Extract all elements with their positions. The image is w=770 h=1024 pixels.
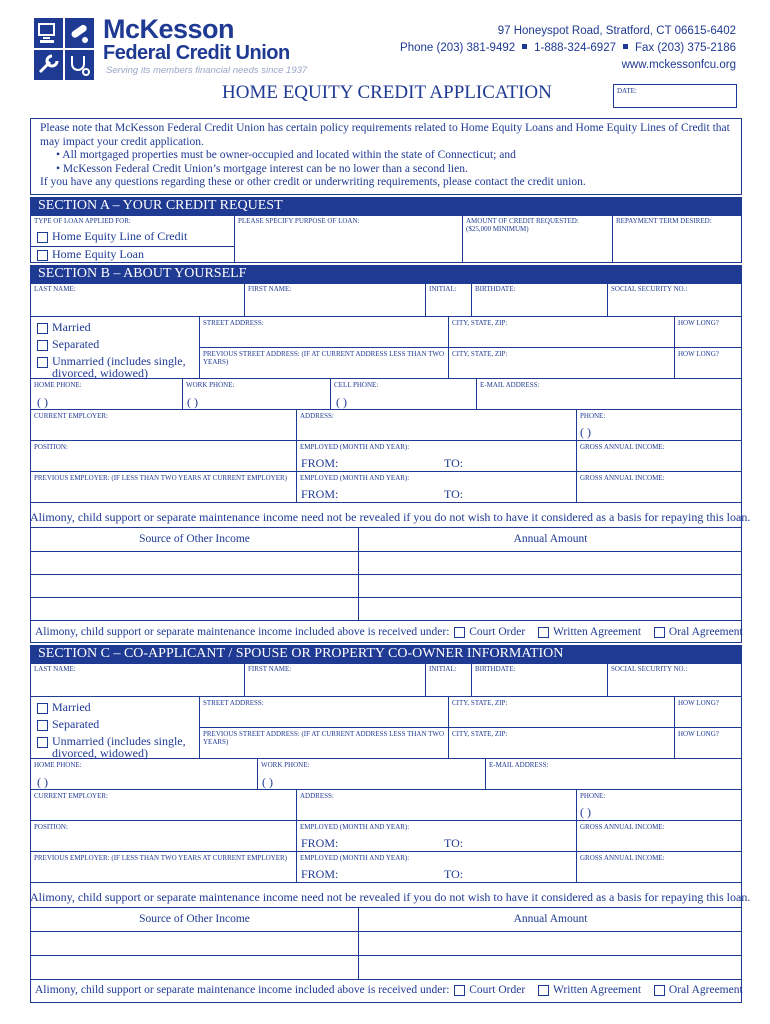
area-code-paren: ( ) — [336, 395, 347, 409]
co-birthdate-field[interactable] — [471, 663, 607, 696]
written-agreement-checkbox[interactable] — [538, 627, 549, 638]
co-initial-field[interactable] — [425, 663, 471, 696]
field-label: CURRENT EMPLOYER: — [34, 412, 108, 420]
field-label: HOW LONG? — [678, 699, 719, 707]
field-label: BIRTHDATE: — [475, 665, 516, 673]
to-label: TO: — [444, 836, 464, 850]
hel-option[interactable] — [37, 247, 144, 262]
previous-how-long-field[interactable] — [674, 347, 742, 378]
option-label: Home Equity Line of Credit — [52, 229, 188, 243]
checkbox[interactable] — [37, 340, 48, 351]
co-married-option[interactable] — [37, 700, 91, 715]
previous-gross-income-field[interactable] — [576, 471, 742, 502]
from-label: FROM: — [301, 836, 339, 850]
pills-icon — [65, 18, 94, 48]
co-email-field[interactable] — [485, 758, 742, 789]
field-label: EMPLOYED (MONTH AND YEAR): — [300, 474, 410, 482]
separator — [522, 44, 527, 49]
field-label: EMPLOYED (MONTH AND YEAR): — [300, 854, 410, 862]
other-income-amount-row[interactable] — [358, 551, 742, 574]
area-code-paren: ( ) — [37, 775, 48, 789]
email-field[interactable] — [476, 378, 742, 409]
separator — [623, 44, 628, 49]
field-label: CITY, STATE, ZIP: — [452, 699, 508, 707]
from-label: FROM: — [301, 487, 339, 501]
co-previous-how-long-field[interactable] — [674, 727, 742, 758]
field-label: CURRENT EMPLOYER: — [34, 792, 108, 800]
option-label: Unmarried (includes single, — [52, 354, 186, 368]
contact-line — [400, 42, 736, 54]
city-state-zip-field[interactable] — [448, 316, 674, 347]
field-label: STREET ADDRESS: — [203, 319, 264, 327]
checkbox[interactable] — [37, 720, 48, 731]
option-label: Oral Agreement — [668, 984, 743, 996]
field-label: HOW LONG? — [678, 350, 719, 358]
annual-amount-header — [358, 527, 742, 551]
fax: Fax (203) 375-2186 — [634, 42, 736, 54]
current-employer-field[interactable] — [30, 409, 296, 440]
co-oral-agreement-checkbox[interactable] — [654, 985, 665, 996]
last-name-field[interactable] — [30, 283, 244, 316]
co-position-field[interactable] — [30, 820, 296, 851]
repayment-term-field[interactable] — [612, 215, 742, 263]
co-other-income-source-row[interactable] — [30, 931, 358, 955]
received-under-row — [35, 626, 743, 638]
tagline: Serving its members financial needs since 1937 — [106, 65, 308, 76]
notice-bullet: • All mortgaged properties must be owner-occupied and located within the state of Connecticut; and — [56, 149, 516, 161]
initial-field[interactable] — [425, 283, 471, 316]
co-first-name-field[interactable] — [244, 663, 425, 696]
source-income-header — [30, 527, 358, 551]
divider — [30, 620, 742, 621]
field-label: GROSS ANNUAL INCOME: — [580, 443, 665, 451]
field-label: WORK PHONE: — [261, 761, 310, 769]
field-label: HOW LONG? — [678, 730, 719, 738]
co-home-phone-field[interactable] — [30, 758, 257, 789]
divider — [30, 502, 742, 503]
option-label: Oral Agreement — [668, 626, 743, 638]
co-street-address-field[interactable] — [199, 696, 448, 727]
field-label: PREVIOUS EMPLOYER: (IF LESS THAN TWO YEARS AT CURRENT EMPLOYER) — [34, 854, 287, 862]
field-label: SOCIAL SECURITY NO.: — [611, 285, 688, 293]
field-label: GROSS ANNUAL INCOME: — [580, 474, 665, 482]
date-field[interactable] — [613, 84, 737, 108]
area-code-paren: ( ) — [580, 805, 591, 819]
court-order-checkbox[interactable] — [454, 627, 465, 638]
divider — [30, 882, 742, 883]
oral-agreement-checkbox[interactable] — [654, 627, 665, 638]
other-income-source-row[interactable] — [30, 597, 358, 620]
area-code-paren: ( ) — [187, 395, 198, 409]
co-current-employer-field[interactable] — [30, 789, 296, 820]
heloc-option[interactable] — [37, 229, 187, 244]
field-label: PHONE: — [580, 412, 606, 420]
field-label: FIRST NAME: — [248, 285, 292, 293]
ssn-field[interactable] — [607, 283, 742, 316]
other-income-amount-row[interactable] — [358, 574, 742, 597]
field-label: AMOUNT OF CREDIT REQUESTED: — [466, 217, 579, 225]
co-unmarried-option-cont: divorced, widowed) — [52, 746, 148, 760]
field-label: REPAYMENT TERM DESIRED: — [616, 217, 712, 225]
option-label: Separated — [52, 337, 100, 351]
field-label: PREVIOUS STREET ADDRESS: (IF AT CURRENT ADDRESS LESS THAN TWO YEARS) — [203, 350, 445, 366]
field-label: GROSS ANNUAL INCOME: — [580, 854, 665, 862]
toll-free: 1-888-324-6927 — [534, 42, 616, 54]
field-label: POSITION: — [34, 823, 68, 831]
co-employer-phone-field[interactable] — [576, 789, 742, 820]
previous-address-field[interactable] — [199, 347, 448, 378]
position-field[interactable] — [30, 440, 296, 471]
previous-city-field[interactable] — [448, 347, 674, 378]
logo — [34, 18, 94, 80]
field-label: HOW LONG? — [678, 319, 719, 327]
option-label: Court Order — [469, 984, 526, 996]
co-previous-gross-income-field[interactable] — [576, 851, 742, 882]
co-last-name-field[interactable] — [30, 663, 244, 696]
field-label: POSITION: — [34, 443, 68, 451]
field-label: CITY, STATE, ZIP: — [452, 730, 508, 738]
field-label: ADDRESS: — [300, 412, 334, 420]
field-label: EMPLOYED (MONTH AND YEAR): — [300, 443, 410, 451]
to-label: TO: — [444, 867, 464, 881]
field-label: HOME PHONE: — [34, 761, 82, 769]
section-b-header: SECTION B – ABOUT YOURSELF — [30, 265, 742, 283]
website-link[interactable]: www.mckessonfcu.org — [621, 59, 736, 71]
field-label: E-MAIL ADDRESS: — [480, 381, 540, 389]
received-under-label: Alimony, child support or separate maintenance income included above is received under: — [35, 626, 450, 638]
brand-name: McKesson — [103, 14, 235, 44]
option-label: Separated — [52, 717, 100, 731]
field-label: PLEASE SPECIFY PURPOSE OF LOAN: — [238, 217, 360, 225]
field-label: SOCIAL SECURITY NO.: — [611, 665, 688, 673]
stethoscope-icon — [65, 50, 94, 80]
co-previous-city-field[interactable] — [448, 727, 674, 758]
co-court-order-checkbox[interactable] — [454, 985, 465, 996]
gross-income-field[interactable] — [576, 440, 742, 471]
brand-subtitle: Federal Credit Union — [103, 42, 290, 64]
checkbox[interactable] — [37, 737, 48, 748]
co-other-income-source-row[interactable] — [30, 955, 358, 979]
notice-text: If you have any questions regarding these or other credit or underwriting requirements, please contact the credit union. — [40, 176, 586, 188]
previous-employer-field[interactable] — [30, 471, 296, 502]
field-label: INITIAL: — [429, 665, 457, 673]
co-other-income-amount-row[interactable] — [358, 931, 742, 955]
to-label: TO: — [444, 456, 464, 470]
field-label: PREVIOUS EMPLOYER: (IF LESS THAN TWO YEARS AT CURRENT EMPLOYER) — [34, 474, 287, 482]
field-label: LAST NAME: — [34, 285, 76, 293]
co-written-agreement-checkbox[interactable] — [538, 985, 549, 996]
form-title: HOME EQUITY CREDIT APPLICATION — [222, 82, 552, 103]
co-previous-employer-field[interactable] — [30, 851, 296, 882]
employer-phone-field[interactable] — [576, 409, 742, 440]
co-work-phone-field[interactable] — [257, 758, 485, 789]
street-address-field[interactable] — [199, 316, 448, 347]
co-gross-income-field[interactable] — [576, 820, 742, 851]
wrench-icon — [34, 50, 63, 80]
option-label: Written Agreement — [553, 984, 642, 996]
date-label: DATE: — [617, 87, 637, 95]
field-label: ADDRESS: — [300, 792, 334, 800]
column-header: Source of Other Income — [139, 913, 250, 925]
phone: Phone (203) 381-9492 — [400, 42, 516, 54]
separated-option[interactable] — [37, 337, 99, 352]
field-label: STREET ADDRESS: — [203, 699, 264, 707]
co-employer-address-field[interactable] — [296, 789, 576, 820]
home-phone-field[interactable] — [30, 378, 182, 409]
option-label: Married — [52, 700, 91, 714]
co-annual-amount-header — [358, 907, 742, 931]
checkbox[interactable] — [37, 323, 48, 334]
co-received-under-row — [35, 984, 743, 996]
field-label: TYPE OF LOAN APPLIED FOR: — [34, 217, 131, 225]
other-income-source-row[interactable] — [30, 551, 358, 574]
co-other-income-amount-row[interactable] — [358, 955, 742, 979]
field-label: EMPLOYED (MONTH AND YEAR): — [300, 823, 410, 831]
other-income-source-row[interactable] — [30, 574, 358, 597]
co-previous-address-field[interactable] — [199, 727, 448, 758]
from-label: FROM: — [301, 456, 339, 470]
how-long-field[interactable] — [674, 316, 742, 347]
address-line: 97 Honeyspot Road, Stratford, CT 06615-6402 — [497, 25, 736, 37]
co-alimony-note: Alimony, child support or separate maintenance income need not be revealed if you do not wish to have it considered as a basis for repaying this loan. — [30, 890, 751, 904]
area-code-paren: ( ) — [37, 395, 48, 409]
field-label: BIRTHDATE: — [475, 285, 516, 293]
field-label: WORK PHONE: — [186, 381, 235, 389]
area-code-paren: ( ) — [262, 775, 273, 789]
cell-phone-field[interactable] — [330, 378, 476, 409]
credit-amount-field[interactable] — [462, 215, 612, 263]
option-label: Written Agreement — [553, 626, 642, 638]
option-label: Married — [52, 320, 91, 334]
alimony-note: Alimony, child support or separate maintenance income need not be revealed if you do not wish to have it considered as a basis for repaying this loan. — [30, 510, 751, 524]
checkbox[interactable] — [37, 357, 48, 368]
section-c-header: SECTION C – CO-APPLICANT / SPOUSE OR PROPERTY CO-OWNER INFORMATION — [30, 645, 742, 663]
to-label: TO: — [444, 487, 464, 501]
policy-notice — [30, 118, 742, 195]
first-name-field[interactable] — [244, 283, 425, 316]
work-phone-field[interactable] — [182, 378, 330, 409]
column-header: Source of Other Income — [139, 533, 250, 545]
field-label: CITY, STATE, ZIP: — [452, 319, 508, 327]
option-label: Unmarried (includes single, — [52, 734, 186, 748]
married-option[interactable] — [37, 320, 91, 335]
field-label: CELL PHONE: — [334, 381, 379, 389]
co-source-income-header — [30, 907, 358, 931]
notice-bullet: • McKesson Federal Credit Union’s mortgage interest can be no lower than a second lien. — [56, 162, 468, 175]
unmarried-option-cont: divorced, widowed) — [52, 366, 148, 380]
co-how-long-field[interactable] — [674, 696, 742, 727]
field-note: ($25,000 MINIMUM) — [466, 225, 529, 233]
employer-address-field[interactable] — [296, 409, 576, 440]
field-label: PHONE: — [580, 792, 606, 800]
notice-text: Please note that McKesson Federal Credit Union has certain policy requirements related to Home Equity Loans and Home Equity Lines of Credit that may impact your credit application. — [40, 122, 730, 148]
checkbox[interactable] — [37, 703, 48, 714]
co-ssn-field[interactable] — [607, 663, 742, 696]
field-label: INITIAL: — [429, 285, 457, 293]
column-header: Annual Amount — [513, 913, 588, 925]
divider — [30, 979, 742, 980]
loan-purpose-field[interactable] — [234, 215, 462, 263]
column-header: Annual Amount — [513, 533, 588, 545]
field-label: PREVIOUS STREET ADDRESS: (IF AT CURRENT ADDRESS LESS THAN TWO YEARS) — [203, 730, 445, 746]
checkbox[interactable] — [37, 250, 48, 261]
checkbox[interactable] — [37, 232, 48, 243]
field-label: CITY, STATE, ZIP: — [452, 350, 508, 358]
area-code-paren: ( ) — [580, 425, 591, 439]
other-income-amount-row[interactable] — [358, 597, 742, 620]
received-under-label: Alimony, child support or separate maintenance income included above is received under: — [35, 984, 450, 996]
birthdate-field[interactable] — [471, 283, 607, 316]
field-label: GROSS ANNUAL INCOME: — [580, 823, 665, 831]
field-label: HOME PHONE: — [34, 381, 82, 389]
field-label: LAST NAME: — [34, 665, 76, 673]
from-label: FROM: — [301, 867, 339, 881]
section-a-header: SECTION A – YOUR CREDIT REQUEST — [30, 197, 742, 215]
field-label: E-MAIL ADDRESS: — [489, 761, 549, 769]
option-label: Court Order — [469, 626, 526, 638]
co-city-state-zip-field[interactable] — [448, 696, 674, 727]
co-separated-option[interactable] — [37, 717, 99, 732]
option-label: Home Equity Loan — [52, 247, 144, 261]
computer-icon — [34, 18, 63, 48]
field-label: FIRST NAME: — [248, 665, 292, 673]
